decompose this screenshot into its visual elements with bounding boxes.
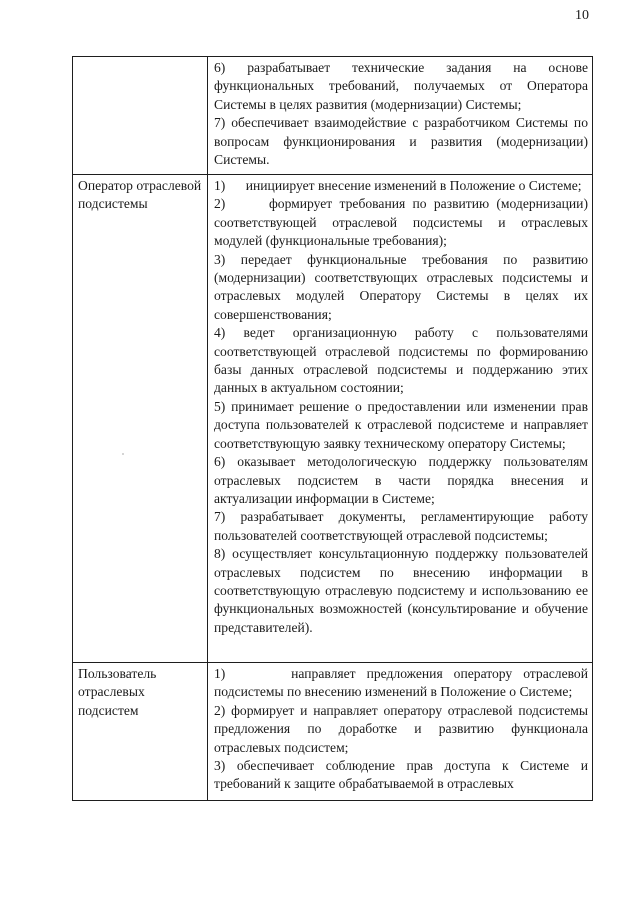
table-row — [73, 663, 593, 801]
role-cell — [73, 57, 208, 175]
role-cell: Оператор отраслевой подсистемы — [73, 175, 208, 663]
responsibility-item: 2) формирует требования по развитию (модернизации) соответствующей отраслевой подсистемы и отраслевых модулей (функциональные требования); — [214, 196, 588, 249]
responsibility-item: 4) ведет организационную работу с пользователями соответствующей отраслевой подсистемы по формированию базы данных отраслевой подсистемы и поддержанию этих данных в актуальном состоянии; — [214, 325, 588, 396]
responsibility-item: 7) разрабатывает документы, регламентирующие работу пользователей соответствующей отраслевой подсистемы; — [214, 509, 588, 543]
responsibility-item: 6) разрабатывает технические задания на основе функциональных требований, получаемых от Оператора Системы в целях развития (модернизации) Системы; — [214, 60, 588, 112]
scan-speck — [122, 453, 124, 455]
responsibility-item: 1) направляет предложения оператору отраслевой подсистемы по внесению изменений в Положение о Системе; — [214, 666, 588, 700]
responsibilities-cell — [208, 175, 593, 663]
responsibility-item: 5) принимает решение о предоставлении или изменении прав доступа пользователей к отраслевой подсистеме и направляет соответствующую заявку техническому оператору Системы; — [214, 398, 588, 451]
role-cell: Пользователь отраслевых подсистем — [73, 663, 208, 801]
responsibility-item: 6) оказывает методологическую поддержку пользователям отраслевых подсистем в части порядка внесения и актуализации информации в Системе; — [214, 454, 588, 506]
table-row — [73, 57, 593, 175]
responsibilities-cell — [208, 57, 593, 175]
responsibility-item: 8) осуществляет консультационную поддержку пользователей отраслевых подсистем по внесению информации в соответствующую отраслевую подсистему и использованию ее функциональных возможностей (консультирование и обучение представителей). — [214, 546, 588, 635]
responsibility-item: 1) инициирует внесение изменений в Положение о Системе; — [214, 178, 582, 193]
table-row — [73, 175, 593, 663]
responsibility-item: 3) передает функциональные требования по развитию (модернизации) соответствующих отраслевых подсистемы и отраслевых модулей Оператору Системы в целях их совершенствования; — [214, 251, 588, 322]
responsibility-item: 3) обеспечивает соблюдение прав доступа к Системе и требований к защите обрабатываемой в отраслевых — [214, 758, 588, 792]
responsibility-item: 7) обеспечивает взаимодействие с разработчиком Системы по вопросам функционирования и развития (модернизации) Системы. — [214, 115, 588, 168]
responsibilities-cell — [208, 663, 593, 801]
roles-table — [72, 56, 593, 801]
page-number: 10 — [575, 8, 589, 23]
responsibility-item: 2) формирует и направляет оператору отраслевой подсистемы предложения по доработке и развитию функционала отраслевых подсистем; — [214, 702, 588, 755]
